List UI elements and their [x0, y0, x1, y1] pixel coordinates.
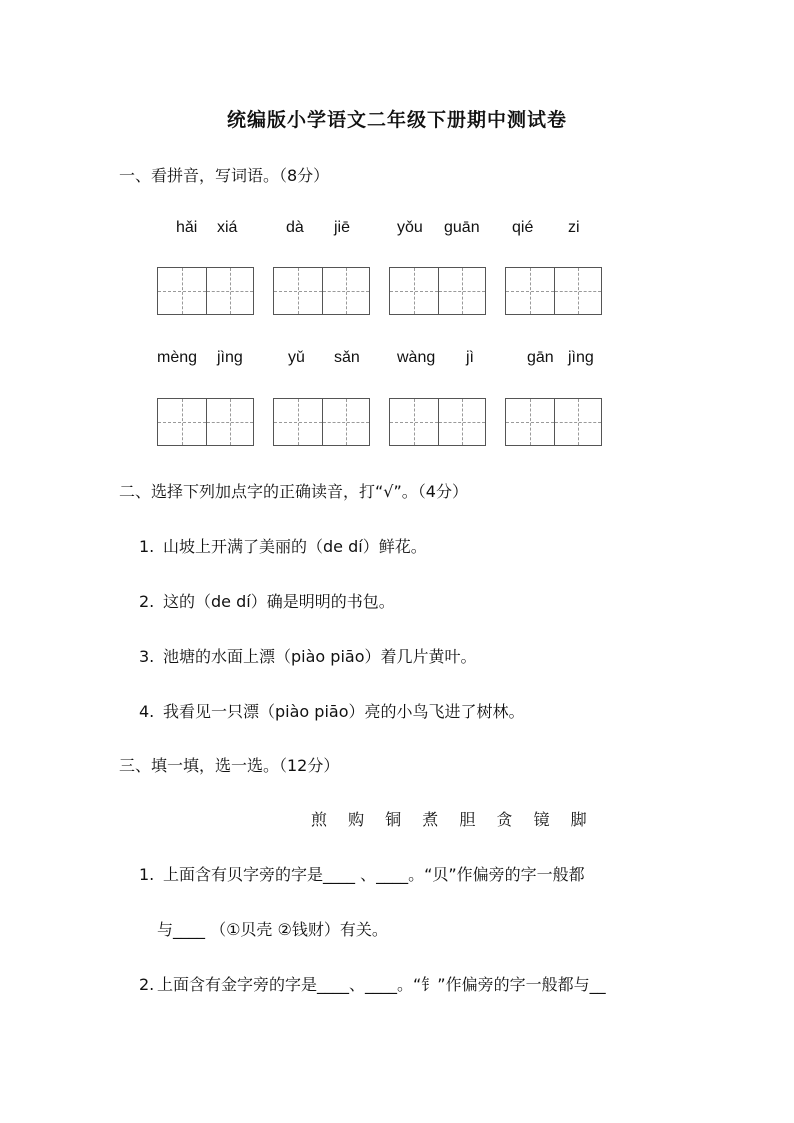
- question-number: 1.: [139, 537, 155, 556]
- pinyin: qié: [512, 219, 534, 236]
- pinyin: yǒu: [397, 219, 423, 236]
- pinyin: gān: [527, 349, 554, 366]
- pinyin: zi: [568, 219, 580, 236]
- pinyin: sǎn: [334, 349, 360, 366]
- section-1-heading: 一、看拼音，写词语。（8分）: [119, 166, 330, 185]
- page-title: 统编版小学语文二年级下册期中测试卷: [226, 109, 567, 131]
- pinyin: hǎi: [176, 219, 198, 236]
- pinyin: guān: [444, 219, 480, 236]
- question-item: [139, 972, 606, 995]
- pinyin-row-2: [157, 349, 617, 371]
- question-item: [139, 534, 427, 557]
- question-number: 1.: [139, 865, 155, 884]
- character-list: 煎 购 铜 煮 胆 贪 镜 脚: [311, 810, 592, 829]
- question-text: 上面含有金字旁的字是____、____。“钅”作偏旁的字一般都与__: [157, 975, 606, 994]
- question-item: [139, 862, 585, 885]
- question-text-continued: 与____ （①贝壳 ②钱财）有关。: [157, 920, 388, 939]
- pinyin: xiá: [217, 219, 238, 236]
- question-text: 我看见一只漂（piào piāo）亮的小鸟飞进了树林。: [163, 702, 525, 721]
- question-text: 这的（de dí）确是明明的书包。: [163, 592, 395, 611]
- question-text: 池塘的水面上漂（piào piāo）着几片黄叶。: [163, 647, 477, 666]
- writing-box[interactable]: [505, 398, 602, 446]
- question-text: 上面含有贝字旁的字是____ 、____。“贝”作偏旁的字一般都: [163, 865, 585, 884]
- section-2-heading: 二、选择下列加点字的正确读音，打“√”。（4分）: [119, 482, 468, 501]
- question-item: [139, 644, 476, 667]
- pinyin: yǔ: [288, 349, 305, 366]
- pinyin: jiē: [334, 219, 351, 236]
- writing-box[interactable]: [273, 267, 370, 315]
- pinyin: jì: [466, 349, 474, 366]
- question-item: [139, 589, 395, 612]
- writing-box[interactable]: [505, 267, 602, 315]
- question-number: 4.: [139, 702, 155, 721]
- question-item: [139, 699, 524, 722]
- pinyin: wàng: [397, 349, 436, 366]
- writing-box[interactable]: [389, 398, 486, 446]
- pinyin-row-1: [157, 219, 617, 241]
- question-number: 2.: [139, 592, 155, 611]
- pinyin: jìng: [568, 349, 594, 366]
- question-number: 2.: [139, 975, 155, 994]
- pinyin: jìng: [217, 349, 243, 366]
- pinyin: dà: [286, 219, 304, 236]
- section-3-heading: 三、填一填，选一选。（12分）: [119, 756, 340, 775]
- question-number: 3.: [139, 647, 155, 666]
- writing-box[interactable]: [157, 398, 254, 446]
- writing-box[interactable]: [389, 267, 486, 315]
- writing-box[interactable]: [157, 267, 254, 315]
- writing-box[interactable]: [273, 398, 370, 446]
- pinyin: mèng: [157, 349, 198, 366]
- question-text: 山坡上开满了美丽的（de dí）鲜花。: [163, 537, 427, 556]
